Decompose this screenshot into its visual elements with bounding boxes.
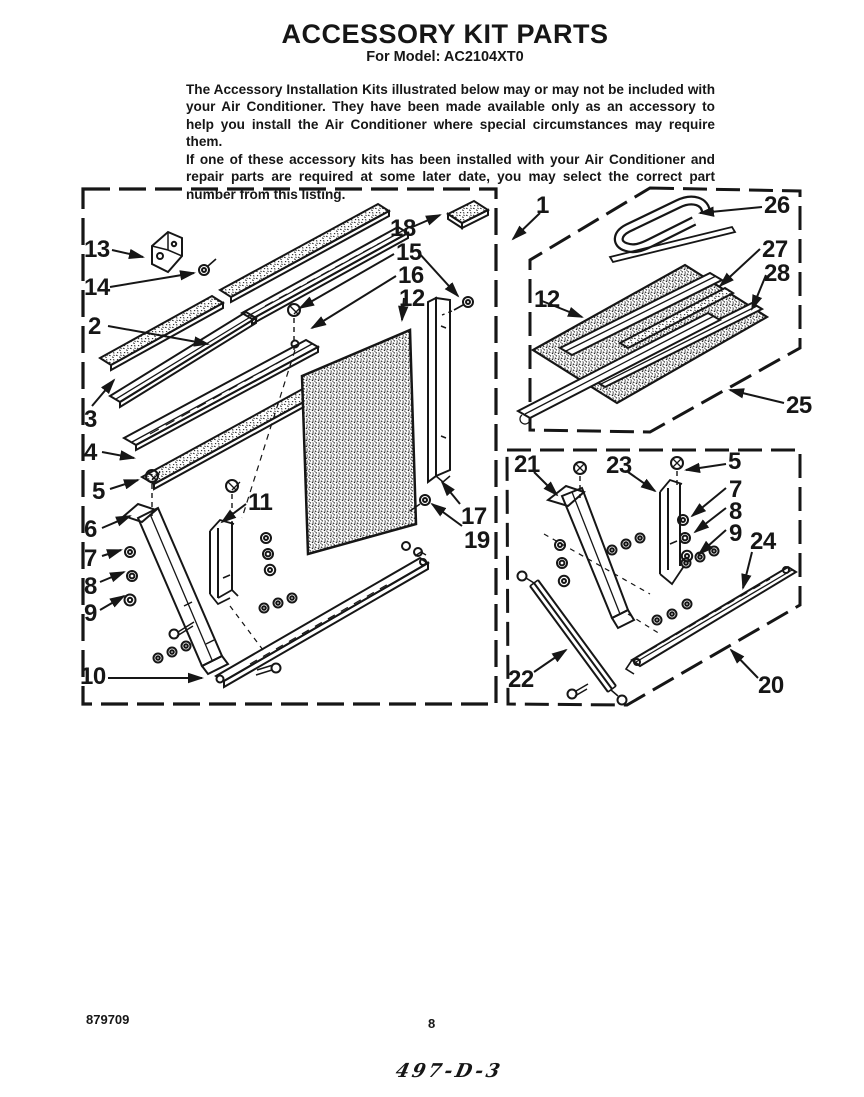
callout-part-18: 18 [390, 215, 416, 242]
callout-part-8-support: 8 [729, 498, 742, 525]
callout-part-3: 3 [84, 406, 97, 433]
nut-row-mid-left [608, 534, 645, 555]
callout-part-9-support: 9 [729, 520, 742, 547]
bottom-screw [568, 684, 589, 699]
callout-part-10: 10 [80, 663, 106, 690]
channel-bracket-23 [660, 480, 684, 584]
side-channel [428, 298, 450, 482]
bottom-support-bar [216, 552, 428, 687]
assembly-line [230, 606, 266, 654]
engineering-stamp: 497-D-3 [393, 1060, 505, 1082]
callout-part-19: 19 [464, 527, 490, 554]
page-title: ACCESSORY KIT PARTS [281, 19, 609, 49]
rail-top-speckled [220, 204, 389, 302]
callout-part-13: 13 [84, 236, 110, 263]
support-arm-21 [548, 486, 634, 628]
nut-row-lower [653, 600, 692, 625]
intro-paragraph-1: The Accessory Installation Kits illustrated below may or may not be included with your Air Conditioner. They have been made available only as an accessory to help you install the Air Conditioner where special circumstances may require them. [186, 81, 715, 150]
gasket-strip [610, 201, 735, 262]
callout-part-7: 7 [84, 545, 97, 572]
callout-part-24: 24 [750, 528, 776, 555]
angle-bracket [152, 232, 182, 272]
page-number: 8 [428, 1016, 436, 1031]
callout-part-22: 22 [508, 666, 534, 693]
footer-part-number: 879709 [86, 1012, 130, 1027]
callout-part-12-window: 12 [534, 286, 560, 313]
nut-row-center [260, 594, 297, 613]
callout-part-9: 9 [84, 600, 97, 627]
callout-part-17: 17 [461, 503, 487, 530]
callout-part-1: 1 [536, 192, 549, 219]
main-kit-illustration [80, 186, 500, 708]
callout-part-16: 16 [398, 262, 424, 289]
callout-part-2: 2 [88, 313, 101, 340]
intro-paragraph-2: If one of these accessory kits has been installed with your Air Conditioner and repair parts are required at some later date, you may select the correct part number from this listing. [186, 151, 715, 202]
callout-part-14: 14 [84, 274, 110, 301]
mesh-screen-panel [302, 330, 416, 554]
u-bracket [210, 520, 238, 604]
angled-screw [170, 622, 195, 639]
callout-part-7-support: 7 [729, 476, 742, 503]
callout-part-15: 15 [396, 239, 422, 266]
callout-part-23: 23 [606, 452, 632, 479]
callout-part-27: 27 [762, 236, 788, 263]
washer-stack [125, 547, 138, 606]
callout-part-12: 12 [399, 285, 425, 312]
washer-stack-left [555, 540, 569, 586]
nut-row-left [154, 642, 191, 663]
rail-left-speckled [100, 296, 223, 370]
callout-part-26: 26 [764, 192, 790, 219]
eyelet-screw [199, 259, 216, 275]
callout-part-28: 28 [764, 260, 790, 287]
callout-part-20: 20 [758, 672, 784, 699]
foam-pad [448, 201, 488, 228]
callout-part-21: 21 [514, 451, 540, 478]
callout-part-4: 4 [84, 439, 97, 466]
callout-part-25: 25 [786, 392, 812, 419]
callout-part-5-support: 5 [728, 448, 741, 475]
washer-stack-center [261, 533, 275, 575]
leader-arrows-support [534, 464, 758, 678]
callout-part-11: 11 [248, 489, 273, 516]
callout-part-6: 6 [84, 516, 97, 543]
callout-part-5: 5 [92, 478, 105, 505]
model-subtitle: For Model: AC2104XT0 [366, 49, 524, 65]
callout-part-8: 8 [84, 573, 97, 600]
